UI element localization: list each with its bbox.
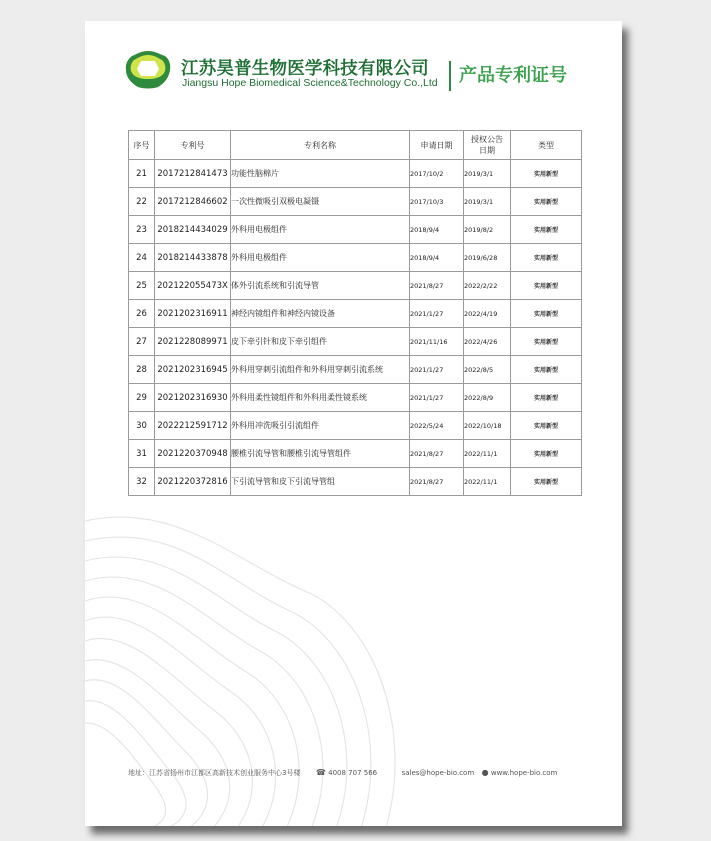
apply-date-cell: 2018/9/4 [410, 216, 464, 244]
hope-logo-icon [125, 50, 171, 90]
apply-date-cell: 2021/8/27 [410, 272, 464, 300]
table-row [129, 188, 582, 216]
table-row [129, 440, 582, 468]
grant-date-cell: 2022/2/22 [464, 272, 511, 300]
apply-date-cell: 2018/9/4 [410, 244, 464, 272]
patent-number-cell: 2021202316930 [155, 384, 231, 412]
grant-date-cell: 2022/11/1 [464, 440, 511, 468]
table-header-row [129, 131, 582, 160]
apply-date-cell: 2021/8/27 [410, 440, 464, 468]
column-header-no: 序号 [129, 131, 155, 160]
patent-table [128, 130, 582, 496]
patent-type-cell: 实用新型 [511, 300, 582, 328]
grant-date-cell: 2022/11/1 [464, 468, 511, 496]
grant-date-cell: 2019/8/2 [464, 216, 511, 244]
row-number-cell: 24 [129, 244, 155, 272]
table-row [129, 328, 582, 356]
patent-type-cell: 实用新型 [511, 188, 582, 216]
footer-website[interactable]: www.hope-bio.com [490, 769, 558, 777]
apply-date-cell: 2021/1/27 [410, 300, 464, 328]
globe-icon: ● [481, 768, 489, 777]
patent-number-cell: 2021220370948 [155, 440, 231, 468]
patent-number-cell: 2022212591712 [155, 412, 231, 440]
patent-name-cell: 体外引流系统和引流导管 [231, 272, 410, 300]
table-row [129, 160, 582, 188]
patent-type-cell: 实用新型 [511, 328, 582, 356]
document-page [85, 21, 622, 826]
patent-name-cell: 外科用冲洗吸引引流组件 [231, 412, 410, 440]
apply-date-cell: 2021/11/16 [410, 328, 464, 356]
row-number-cell: 30 [129, 412, 155, 440]
grant-date-cell: 2019/3/1 [464, 188, 511, 216]
column-header-apply-date: 申请日期 [410, 131, 464, 160]
table-row [129, 300, 582, 328]
phone-icon: ☎ [315, 768, 326, 777]
patent-number-cell: 2017212846602 [155, 188, 231, 216]
patent-type-cell: 实用新型 [511, 468, 582, 496]
row-number-cell: 32 [129, 468, 155, 496]
row-number-cell: 27 [129, 328, 155, 356]
patent-type-cell: 实用新型 [511, 356, 582, 384]
patent-name-cell: 皮下牵引针和皮下牵引组件 [231, 328, 410, 356]
footer-phone: 4008 707 566 [328, 769, 378, 777]
row-number-cell: 25 [129, 272, 155, 300]
grant-date-cell: 2022/10/18 [464, 412, 511, 440]
patent-name-cell: 腰椎引流导管和腰椎引流导管组件 [231, 440, 410, 468]
grant-date-cell: 2019/3/1 [464, 160, 511, 188]
patent-name-cell: 神经内镜组件和神经内镜设备 [231, 300, 410, 328]
apply-date-cell: 2021/1/27 [410, 356, 464, 384]
row-number-cell: 28 [129, 356, 155, 384]
footer-address: 地址：江苏省扬州市江都区高新技术创业服务中心3号楼 [128, 769, 301, 777]
patent-name-cell: 下引流导管和皮下引流导管组 [231, 468, 410, 496]
column-header-type: 类型 [511, 131, 582, 160]
patent-type-cell: 实用新型 [511, 412, 582, 440]
footer-email[interactable]: sales@hope-bio.com [401, 769, 475, 777]
patent-rows [129, 160, 582, 496]
apply-date-cell: 2021/1/27 [410, 384, 464, 412]
table-row [129, 468, 582, 496]
patent-number-cell: 2018214434029 [155, 216, 231, 244]
column-header-patent-no: 专利号 [155, 131, 231, 160]
row-number-cell: 26 [129, 300, 155, 328]
patent-type-cell: 实用新型 [511, 384, 582, 412]
grant-date-cell: 2022/8/5 [464, 356, 511, 384]
table-row [129, 356, 582, 384]
row-number-cell: 22 [129, 188, 155, 216]
patent-number-cell: 202122055473X [155, 272, 231, 300]
patent-name-cell: 外科用电极组件 [231, 244, 410, 272]
patent-number-cell: 2017212841473 [155, 160, 231, 188]
grant-date-cell: 2022/8/9 [464, 384, 511, 412]
patent-name-cell: 外科用穿刺引流组件和外科用穿刺引流系统 [231, 356, 410, 384]
patent-type-cell: 实用新型 [511, 244, 582, 272]
patent-type-cell: 实用新型 [511, 272, 582, 300]
row-number-cell: 31 [129, 440, 155, 468]
grant-date-cell: 2022/4/19 [464, 300, 511, 328]
column-header-name: 专利名称 [231, 131, 410, 160]
patent-number-cell: 2021220372816 [155, 468, 231, 496]
table-row [129, 384, 582, 412]
company-name-chinese: 江苏昊普生物医学科技有限公司 [181, 59, 429, 79]
patent-name-cell: 外科用柔性镜组件和外科用柔性镜系统 [231, 384, 410, 412]
header-divider [449, 61, 451, 91]
patent-type-cell: 实用新型 [511, 440, 582, 468]
apply-date-cell: 2021/8/27 [410, 468, 464, 496]
grant-date-cell: 2019/6/28 [464, 244, 511, 272]
patent-name-cell: 外科用电极组件 [231, 216, 410, 244]
table-row [129, 412, 582, 440]
column-header-grant-date: 授权公告日期 [464, 131, 511, 160]
apply-date-cell: 2022/5/24 [410, 412, 464, 440]
patent-name-cell: 功能性脑棉片 [231, 160, 410, 188]
patent-number-cell: 2021228089971 [155, 328, 231, 356]
table-row [129, 244, 582, 272]
apply-date-cell: 2017/10/3 [410, 188, 464, 216]
apply-date-cell: 2017/10/2 [410, 160, 464, 188]
patent-number-cell: 2021202316945 [155, 356, 231, 384]
row-number-cell: 29 [129, 384, 155, 412]
patent-number-cell: 2018214433878 [155, 244, 231, 272]
company-name-english: Jiangsu Hope Biomedical Science&Technology Co.,Ltd [182, 77, 438, 89]
table-row [129, 272, 582, 300]
row-number-cell: 21 [129, 160, 155, 188]
grant-date-cell: 2022/4/26 [464, 328, 511, 356]
row-number-cell: 23 [129, 216, 155, 244]
patent-number-cell: 2021202316911 [155, 300, 231, 328]
table-row [129, 216, 582, 244]
patent-type-cell: 实用新型 [511, 160, 582, 188]
document-title: 产品专利证号 [459, 65, 567, 86]
patent-type-cell: 实用新型 [511, 216, 582, 244]
footer [128, 768, 557, 778]
patent-name-cell: 一次性微吸引双极电凝镊 [231, 188, 410, 216]
